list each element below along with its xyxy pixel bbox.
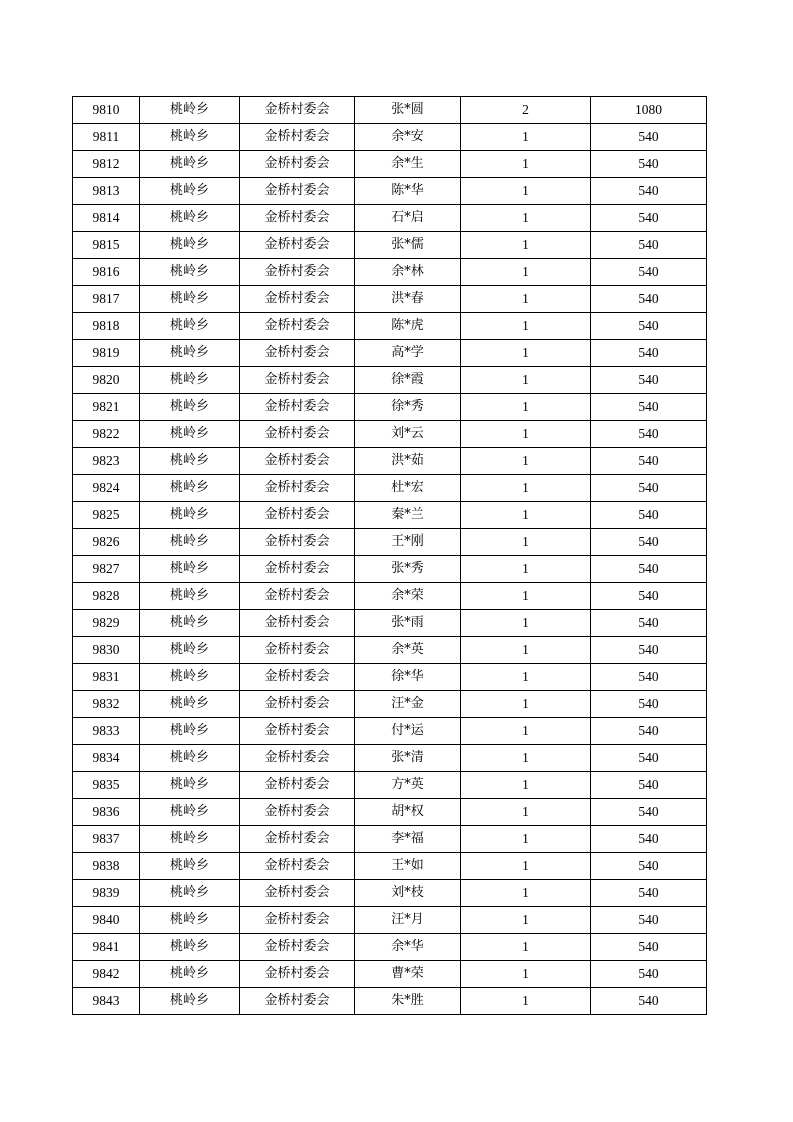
cell-amount: 540: [591, 664, 707, 691]
cell-count: 1: [461, 286, 591, 313]
cell-count: 1: [461, 745, 591, 772]
cell-township: 桃岭乡: [140, 259, 240, 286]
cell-township: 桃岭乡: [140, 664, 240, 691]
cell-count: 1: [461, 178, 591, 205]
cell-count: 1: [461, 259, 591, 286]
cell-person-name: 汪*月: [355, 907, 461, 934]
cell-serial-number: 9824: [73, 475, 140, 502]
cell-township: 桃岭乡: [140, 529, 240, 556]
cell-village-committee: 金桥村委会: [240, 448, 355, 475]
cell-count: 1: [461, 934, 591, 961]
cell-serial-number: 9840: [73, 907, 140, 934]
table-row: [73, 988, 707, 1015]
table-row: [73, 772, 707, 799]
cell-village-committee: 金桥村委会: [240, 772, 355, 799]
cell-village-committee: 金桥村委会: [240, 664, 355, 691]
cell-village-committee: 金桥村委会: [240, 421, 355, 448]
cell-amount: 540: [591, 475, 707, 502]
cell-serial-number: 9820: [73, 367, 140, 394]
cell-township: 桃岭乡: [140, 151, 240, 178]
cell-amount: 540: [591, 313, 707, 340]
cell-township: 桃岭乡: [140, 556, 240, 583]
cell-amount: 540: [591, 232, 707, 259]
cell-village-committee: 金桥村委会: [240, 475, 355, 502]
cell-amount: 540: [591, 151, 707, 178]
table-row: [73, 124, 707, 151]
table-row: [73, 367, 707, 394]
cell-village-committee: 金桥村委会: [240, 610, 355, 637]
cell-amount: 540: [591, 178, 707, 205]
cell-village-committee: 金桥村委会: [240, 259, 355, 286]
cell-township: 桃岭乡: [140, 880, 240, 907]
table-row: [73, 745, 707, 772]
cell-serial-number: 9829: [73, 610, 140, 637]
cell-person-name: 张*儒: [355, 232, 461, 259]
cell-township: 桃岭乡: [140, 124, 240, 151]
cell-count: 1: [461, 988, 591, 1015]
cell-amount: 540: [591, 502, 707, 529]
cell-village-committee: 金桥村委会: [240, 907, 355, 934]
cell-count: 1: [461, 232, 591, 259]
table-row: [73, 718, 707, 745]
cell-township: 桃岭乡: [140, 367, 240, 394]
table-row: [73, 286, 707, 313]
cell-village-committee: 金桥村委会: [240, 934, 355, 961]
cell-village-committee: 金桥村委会: [240, 745, 355, 772]
cell-count: 1: [461, 556, 591, 583]
cell-person-name: 方*英: [355, 772, 461, 799]
cell-person-name: 石*启: [355, 205, 461, 232]
cell-amount: 540: [591, 367, 707, 394]
cell-serial-number: 9836: [73, 799, 140, 826]
cell-township: 桃岭乡: [140, 826, 240, 853]
cell-amount: 540: [591, 583, 707, 610]
cell-serial-number: 9823: [73, 448, 140, 475]
cell-person-name: 张*雨: [355, 610, 461, 637]
cell-village-committee: 金桥村委会: [240, 799, 355, 826]
cell-serial-number: 9839: [73, 880, 140, 907]
cell-village-committee: 金桥村委会: [240, 151, 355, 178]
cell-person-name: 杜*宏: [355, 475, 461, 502]
table-row: [73, 475, 707, 502]
table-row: [73, 502, 707, 529]
table-row: [73, 880, 707, 907]
cell-village-committee: 金桥村委会: [240, 853, 355, 880]
table-row: [73, 934, 707, 961]
cell-village-committee: 金桥村委会: [240, 178, 355, 205]
table-row: [73, 205, 707, 232]
cell-person-name: 张*秀: [355, 556, 461, 583]
table-row: [73, 907, 707, 934]
cell-person-name: 徐*秀: [355, 394, 461, 421]
cell-serial-number: 9821: [73, 394, 140, 421]
cell-village-committee: 金桥村委会: [240, 367, 355, 394]
cell-township: 桃岭乡: [140, 502, 240, 529]
cell-count: 1: [461, 610, 591, 637]
cell-person-name: 朱*胜: [355, 988, 461, 1015]
cell-amount: 540: [591, 421, 707, 448]
cell-person-name: 洪*春: [355, 286, 461, 313]
cell-village-committee: 金桥村委会: [240, 691, 355, 718]
cell-count: 1: [461, 772, 591, 799]
cell-village-committee: 金桥村委会: [240, 394, 355, 421]
cell-serial-number: 9816: [73, 259, 140, 286]
cell-village-committee: 金桥村委会: [240, 556, 355, 583]
cell-amount: 540: [591, 394, 707, 421]
cell-serial-number: 9837: [73, 826, 140, 853]
cell-count: 2: [461, 97, 591, 124]
cell-village-committee: 金桥村委会: [240, 340, 355, 367]
table-row: [73, 583, 707, 610]
cell-township: 桃岭乡: [140, 97, 240, 124]
cell-township: 桃岭乡: [140, 394, 240, 421]
cell-count: 1: [461, 637, 591, 664]
table-row: [73, 529, 707, 556]
cell-serial-number: 9817: [73, 286, 140, 313]
cell-amount: 1080: [591, 97, 707, 124]
cell-amount: 540: [591, 637, 707, 664]
cell-village-committee: 金桥村委会: [240, 637, 355, 664]
cell-village-committee: 金桥村委会: [240, 583, 355, 610]
table-row: [73, 448, 707, 475]
cell-township: 桃岭乡: [140, 718, 240, 745]
cell-amount: 540: [591, 691, 707, 718]
cell-amount: 540: [591, 448, 707, 475]
cell-township: 桃岭乡: [140, 988, 240, 1015]
cell-township: 桃岭乡: [140, 961, 240, 988]
cell-serial-number: 9838: [73, 853, 140, 880]
cell-amount: 540: [591, 745, 707, 772]
roster-table-body: [73, 97, 707, 1015]
cell-count: 1: [461, 367, 591, 394]
cell-amount: 540: [591, 934, 707, 961]
cell-person-name: 余*林: [355, 259, 461, 286]
cell-count: 1: [461, 475, 591, 502]
cell-village-committee: 金桥村委会: [240, 718, 355, 745]
cell-village-committee: 金桥村委会: [240, 286, 355, 313]
cell-township: 桃岭乡: [140, 205, 240, 232]
cell-serial-number: 9835: [73, 772, 140, 799]
cell-amount: 540: [591, 259, 707, 286]
cell-count: 1: [461, 502, 591, 529]
cell-amount: 540: [591, 205, 707, 232]
cell-serial-number: 9812: [73, 151, 140, 178]
table-row: [73, 556, 707, 583]
cell-village-committee: 金桥村委会: [240, 880, 355, 907]
table-row: [73, 178, 707, 205]
cell-person-name: 陈*华: [355, 178, 461, 205]
table-row: [73, 97, 707, 124]
cell-amount: 540: [591, 826, 707, 853]
cell-serial-number: 9833: [73, 718, 140, 745]
cell-count: 1: [461, 718, 591, 745]
cell-serial-number: 9834: [73, 745, 140, 772]
cell-amount: 540: [591, 340, 707, 367]
cell-amount: 540: [591, 799, 707, 826]
cell-person-name: 秦*兰: [355, 502, 461, 529]
cell-serial-number: 9825: [73, 502, 140, 529]
cell-village-committee: 金桥村委会: [240, 502, 355, 529]
cell-person-name: 余*华: [355, 934, 461, 961]
cell-serial-number: 9828: [73, 583, 140, 610]
cell-count: 1: [461, 205, 591, 232]
cell-count: 1: [461, 853, 591, 880]
cell-serial-number: 9841: [73, 934, 140, 961]
cell-township: 桃岭乡: [140, 313, 240, 340]
cell-township: 桃岭乡: [140, 799, 240, 826]
cell-township: 桃岭乡: [140, 286, 240, 313]
cell-serial-number: 9814: [73, 205, 140, 232]
cell-village-committee: 金桥村委会: [240, 205, 355, 232]
cell-person-name: 张*圆: [355, 97, 461, 124]
cell-count: 1: [461, 421, 591, 448]
cell-township: 桃岭乡: [140, 853, 240, 880]
cell-count: 1: [461, 664, 591, 691]
cell-count: 1: [461, 340, 591, 367]
cell-serial-number: 9843: [73, 988, 140, 1015]
cell-amount: 540: [591, 853, 707, 880]
cell-person-name: 王*刚: [355, 529, 461, 556]
roster-table: [72, 96, 707, 1015]
cell-count: 1: [461, 529, 591, 556]
cell-count: 1: [461, 124, 591, 151]
table-row: [73, 799, 707, 826]
table-row: [73, 151, 707, 178]
cell-serial-number: 9813: [73, 178, 140, 205]
cell-person-name: 余*生: [355, 151, 461, 178]
cell-person-name: 刘*枝: [355, 880, 461, 907]
cell-serial-number: 9815: [73, 232, 140, 259]
cell-count: 1: [461, 799, 591, 826]
cell-person-name: 刘*云: [355, 421, 461, 448]
cell-amount: 540: [591, 610, 707, 637]
cell-village-committee: 金桥村委会: [240, 124, 355, 151]
cell-person-name: 胡*权: [355, 799, 461, 826]
cell-person-name: 徐*华: [355, 664, 461, 691]
cell-amount: 540: [591, 718, 707, 745]
cell-township: 桃岭乡: [140, 745, 240, 772]
table-row: [73, 826, 707, 853]
cell-count: 1: [461, 691, 591, 718]
cell-village-committee: 金桥村委会: [240, 529, 355, 556]
table-row: [73, 259, 707, 286]
cell-person-name: 徐*霞: [355, 367, 461, 394]
cell-township: 桃岭乡: [140, 934, 240, 961]
cell-count: 1: [461, 583, 591, 610]
cell-count: 1: [461, 448, 591, 475]
cell-count: 1: [461, 880, 591, 907]
cell-township: 桃岭乡: [140, 232, 240, 259]
cell-serial-number: 9842: [73, 961, 140, 988]
cell-serial-number: 9822: [73, 421, 140, 448]
table-row: [73, 610, 707, 637]
cell-township: 桃岭乡: [140, 448, 240, 475]
cell-amount: 540: [591, 880, 707, 907]
cell-count: 1: [461, 151, 591, 178]
cell-village-committee: 金桥村委会: [240, 97, 355, 124]
cell-serial-number: 9832: [73, 691, 140, 718]
cell-person-name: 余*安: [355, 124, 461, 151]
cell-person-name: 张*清: [355, 745, 461, 772]
table-row: [73, 637, 707, 664]
table-row: [73, 340, 707, 367]
cell-person-name: 洪*茹: [355, 448, 461, 475]
cell-serial-number: 9831: [73, 664, 140, 691]
cell-amount: 540: [591, 772, 707, 799]
cell-person-name: 汪*金: [355, 691, 461, 718]
table-row: [73, 394, 707, 421]
table-row: [73, 691, 707, 718]
cell-count: 1: [461, 907, 591, 934]
cell-village-committee: 金桥村委会: [240, 313, 355, 340]
cell-township: 桃岭乡: [140, 421, 240, 448]
cell-village-committee: 金桥村委会: [240, 232, 355, 259]
cell-amount: 540: [591, 286, 707, 313]
cell-township: 桃岭乡: [140, 178, 240, 205]
table-row: [73, 313, 707, 340]
cell-person-name: 王*如: [355, 853, 461, 880]
cell-serial-number: 9810: [73, 97, 140, 124]
cell-amount: 540: [591, 988, 707, 1015]
cell-count: 1: [461, 394, 591, 421]
cell-person-name: 高*学: [355, 340, 461, 367]
cell-amount: 540: [591, 556, 707, 583]
cell-person-name: 陈*虎: [355, 313, 461, 340]
cell-township: 桃岭乡: [140, 637, 240, 664]
cell-amount: 540: [591, 961, 707, 988]
cell-village-committee: 金桥村委会: [240, 826, 355, 853]
cell-serial-number: 9819: [73, 340, 140, 367]
cell-person-name: 曹*荣: [355, 961, 461, 988]
table-row: [73, 421, 707, 448]
cell-count: 1: [461, 961, 591, 988]
cell-person-name: 余*英: [355, 637, 461, 664]
cell-village-committee: 金桥村委会: [240, 988, 355, 1015]
cell-township: 桃岭乡: [140, 610, 240, 637]
cell-township: 桃岭乡: [140, 691, 240, 718]
cell-township: 桃岭乡: [140, 583, 240, 610]
cell-serial-number: 9830: [73, 637, 140, 664]
cell-township: 桃岭乡: [140, 475, 240, 502]
cell-serial-number: 9811: [73, 124, 140, 151]
table-row: [73, 664, 707, 691]
cell-person-name: 余*荣: [355, 583, 461, 610]
cell-township: 桃岭乡: [140, 907, 240, 934]
cell-amount: 540: [591, 124, 707, 151]
table-row: [73, 853, 707, 880]
cell-serial-number: 9818: [73, 313, 140, 340]
cell-serial-number: 9827: [73, 556, 140, 583]
cell-village-committee: 金桥村委会: [240, 961, 355, 988]
cell-serial-number: 9826: [73, 529, 140, 556]
cell-person-name: 付*运: [355, 718, 461, 745]
table-row: [73, 232, 707, 259]
table-row: [73, 961, 707, 988]
cell-amount: 540: [591, 907, 707, 934]
cell-township: 桃岭乡: [140, 340, 240, 367]
cell-count: 1: [461, 313, 591, 340]
cell-person-name: 李*福: [355, 826, 461, 853]
cell-count: 1: [461, 826, 591, 853]
cell-township: 桃岭乡: [140, 772, 240, 799]
cell-amount: 540: [591, 529, 707, 556]
